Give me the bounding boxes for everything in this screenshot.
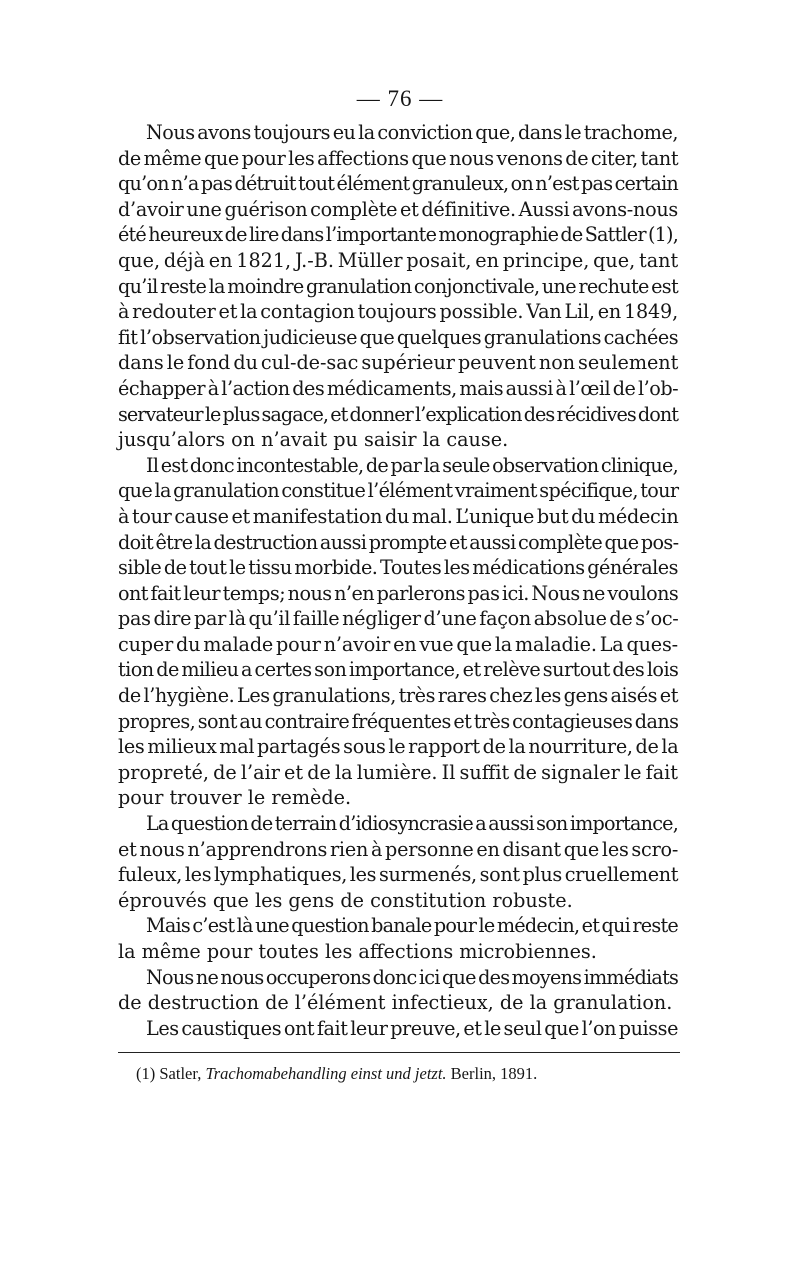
text-line: Les caustiques ont fait leur preuve, et le seul que l’on puisse xyxy=(146,1016,678,1040)
text-line: qu’il reste la moindre granulation conjonctivale, une rechute est xyxy=(118,274,678,298)
text-line: les milieux mal partagés sous le rapport de la nourriture, de la xyxy=(118,735,679,759)
page-number: — 76 — xyxy=(356,86,444,111)
text-line: ont fait leur temps; nous n’en parlerons pas ici. Nous ne voulons xyxy=(118,581,679,605)
text-line: tion de milieu a certes son importance, et relève surtout des lois xyxy=(118,658,679,682)
text-line: de destruction de l’élément infectieux, de la granulation. xyxy=(118,991,673,1015)
text-line: à tour cause et manifestation du mal. L’unique but du médecin xyxy=(118,504,679,528)
text-line: qu’on n’a pas détruit tout élément granuleux, on n’est pas certain xyxy=(118,172,678,196)
text-line: été heureux de lire dans l’importante monographie de Sattler (1), xyxy=(118,223,678,247)
text-line: Nous avons toujours eu la conviction que, dans le trachome, xyxy=(146,121,678,144)
text-line: servateur le plus sagace, et donner l’explication des récidives dont xyxy=(118,402,678,426)
footnote-title: Trachomabehandling einst und jetzt. xyxy=(205,1064,447,1083)
text-line: que, déjà en 1821, J.-B. Müller posait, en principe, que, tant xyxy=(118,248,679,272)
text-line: doit être la destruction aussi prompte et aussi complète que pos- xyxy=(118,530,679,554)
text-line: jusqu’alors on n’avait pu saisir la cause. xyxy=(118,428,509,452)
text-line: pas dire par là qu’il faille négliger d’une façon absolue de s’oc- xyxy=(118,607,679,631)
footnote-place-date: Berlin, 1891. xyxy=(450,1064,538,1083)
text-line: échapper à l’action des médicaments, mais aussi à l’œil de l’ob- xyxy=(118,376,679,400)
text-line: pour trouver le remède. xyxy=(118,786,352,810)
text-line: fit l’observation judicieuse que quelques granulations cachées xyxy=(118,325,679,349)
text-line: sible de tout le tissu morbide. Toutes les médications générales xyxy=(118,556,678,580)
text-line: propreté, de l’air et de la lumière. Il suffit de signaler le fait xyxy=(118,760,678,784)
text-line: de l’hygiène. Les granulations, très rares chez les gens aisés et xyxy=(118,684,678,708)
body-text xyxy=(118,120,678,1041)
text-line: fuleux, les lymphatiques, les surmenés, sont plus cruellement xyxy=(118,863,679,887)
text-line: éprouvés que les gens de constitution robuste. xyxy=(118,888,573,912)
footnote-marker: (1) Satler, xyxy=(136,1064,202,1083)
text-line: et nous n’apprendrons rien à personne en disant que les scro- xyxy=(118,837,679,861)
footnote xyxy=(136,1064,537,1084)
text-line: Nous ne nous occuperons donc ici que des moyens immédiats xyxy=(146,965,679,989)
footnote-divider xyxy=(118,1052,680,1053)
text-line: dans le fond du cul-de-sac supérieur peuvent non seulement xyxy=(118,351,679,375)
text-line: Mais c’est là une question banale pour le médecin, et qui reste xyxy=(146,914,678,938)
text-line: La question de terrain d’idiosyncrasie a aussi son importance, xyxy=(146,812,678,836)
text-line: la même pour toutes les affections microbiennes. xyxy=(118,940,597,963)
text-line: à redouter et la contagion toujours possible. Van Lil, en 1849, xyxy=(118,300,678,324)
text-line: Il est donc incontestable, de par la seule observation clinique, xyxy=(146,453,678,477)
text-line: de même que pour les affections que nous venons de citer, tant xyxy=(118,146,679,170)
text-line: cuper du malade pour n’avoir en vue que la maladie. La ques- xyxy=(118,632,678,656)
text-line: d’avoir une guérison complète et définitive. Aussi avons-nous xyxy=(118,197,678,221)
text-line: que la granulation constitue l’élément vraiment spécifique, tour xyxy=(118,479,679,503)
text-line: propres, sont au contraire fréquentes et très contagieuses dans xyxy=(118,709,679,733)
